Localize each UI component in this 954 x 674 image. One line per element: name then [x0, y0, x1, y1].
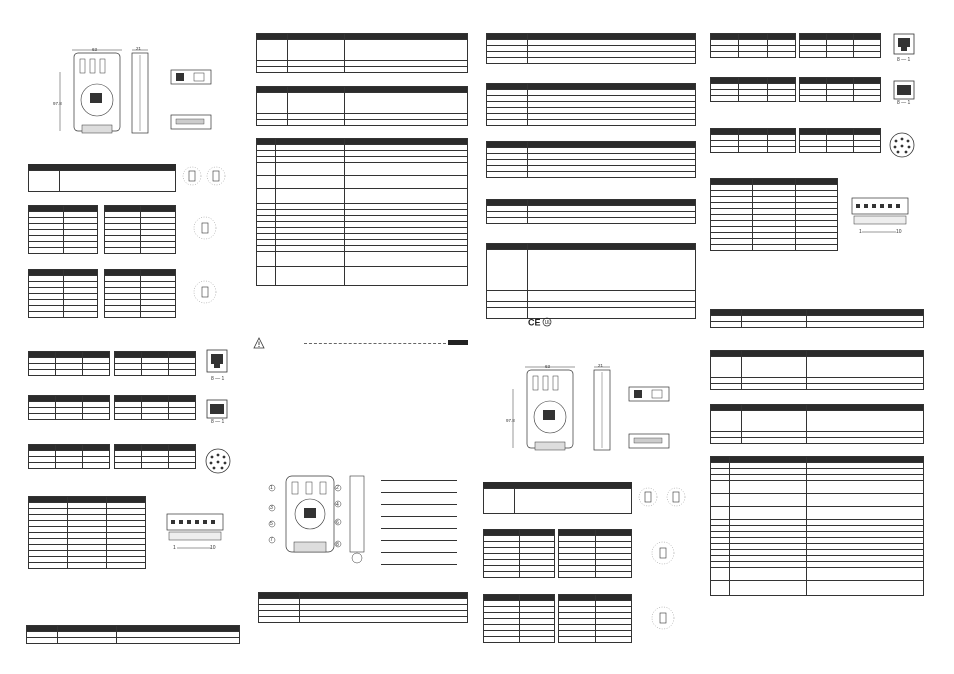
rotary-switch-icon: [180, 163, 228, 193]
spec-table: [710, 350, 924, 390]
dim-depth-label: 21: [136, 46, 142, 51]
spec-table: [558, 529, 632, 578]
ce-mark-icon: [528, 317, 552, 327]
spec-table: [104, 269, 176, 318]
dim-width-label: 63: [545, 364, 551, 369]
connector-pin-10: 10: [896, 229, 902, 235]
rotary-switch-icon: [190, 277, 220, 307]
pin-table: [710, 77, 796, 102]
warning-triangle-icon: [253, 337, 265, 349]
device-side-drawing: [128, 45, 158, 140]
spec-table: [483, 594, 555, 643]
callout-number: 2: [336, 485, 339, 491]
spec-table: [486, 33, 696, 64]
pin-table: [28, 444, 110, 469]
callout-line: [381, 480, 457, 481]
spec-table: [483, 488, 632, 514]
dim-depth-label: 21: [598, 363, 604, 368]
spec-table: [486, 83, 696, 126]
callout-line: [381, 516, 457, 517]
terminal-table: [710, 178, 838, 251]
connector-pin-1: 1: [859, 229, 862, 235]
spec-table: [256, 33, 468, 73]
mini-din-connector-icon: [203, 446, 233, 476]
callout-number: 1: [270, 485, 273, 491]
pin-table: [799, 128, 881, 153]
rotary-switch-icon: [648, 538, 678, 568]
callout-line: [381, 492, 457, 493]
spec-table: [104, 205, 176, 254]
callout-line: [381, 504, 457, 505]
spec-table: [486, 243, 696, 319]
spec-table: [710, 456, 924, 596]
callout-line: [381, 552, 457, 553]
callout-number: 3: [270, 505, 273, 511]
spec-table: [26, 625, 240, 644]
device-bottom-drawing: [628, 432, 673, 452]
callout-number: 4: [336, 502, 339, 508]
spec-table: [710, 404, 924, 444]
rj-pin-order: 8 — 1: [897, 100, 911, 106]
device-front-drawing: [52, 45, 132, 140]
callout-number: 6: [336, 520, 339, 526]
device-top-drawing: [628, 385, 673, 405]
connector-pin-1: 1: [173, 545, 176, 551]
pin-table: [710, 128, 796, 153]
spec-table: [486, 199, 696, 224]
spec-table: [710, 309, 924, 328]
svg-text:CE: CE: [528, 317, 541, 327]
pin-table: [710, 33, 796, 58]
spec-table: [256, 138, 468, 286]
spec-table: [558, 594, 632, 643]
callout-number: 8: [336, 542, 339, 548]
callout-number: 5: [270, 521, 273, 527]
spec-table: [483, 529, 555, 578]
callout-line: [381, 540, 457, 541]
callout-number: 7: [270, 537, 273, 543]
pin-table: [799, 33, 881, 58]
device-callout-drawing: [262, 472, 382, 572]
rj-pin-order: 8 — 1: [211, 376, 225, 382]
spec-table: [28, 170, 176, 192]
spec-table: [28, 269, 98, 318]
section-marker: [448, 340, 468, 345]
divider: [304, 343, 446, 344]
rotary-switch-icon: [190, 213, 220, 243]
terminal-table: [28, 496, 146, 569]
device-side-drawing: [590, 362, 620, 457]
device-bottom-drawing: [170, 113, 215, 133]
dim-height-label: 97.8: [506, 418, 515, 423]
rj-pin-order: 8 — 1: [897, 57, 911, 63]
device-front-drawing: [505, 362, 585, 457]
spec-table: [258, 592, 468, 623]
pin-table: [799, 77, 881, 102]
pin-table: [114, 444, 196, 469]
pin-table: [28, 395, 110, 420]
dim-height-label: 97.8: [53, 101, 62, 106]
rotary-switch-icon: [648, 603, 678, 633]
svg-text:UL: UL: [544, 320, 552, 326]
connector-pin-10: 10: [210, 545, 216, 551]
rj-pin-order: 8 — 1: [211, 419, 225, 425]
mini-din-connector-icon: [887, 130, 917, 160]
spec-table: [486, 141, 696, 178]
spec-table: [28, 205, 98, 254]
callout-line: [381, 564, 457, 565]
dim-width-label: 63: [92, 47, 98, 52]
rotary-switch-icon: [636, 484, 690, 514]
pin-table: [28, 351, 110, 376]
pin-table: [114, 395, 196, 420]
callout-line: [381, 528, 457, 529]
spec-table: [256, 86, 468, 126]
device-top-drawing: [170, 68, 215, 88]
pin-table: [114, 351, 196, 376]
